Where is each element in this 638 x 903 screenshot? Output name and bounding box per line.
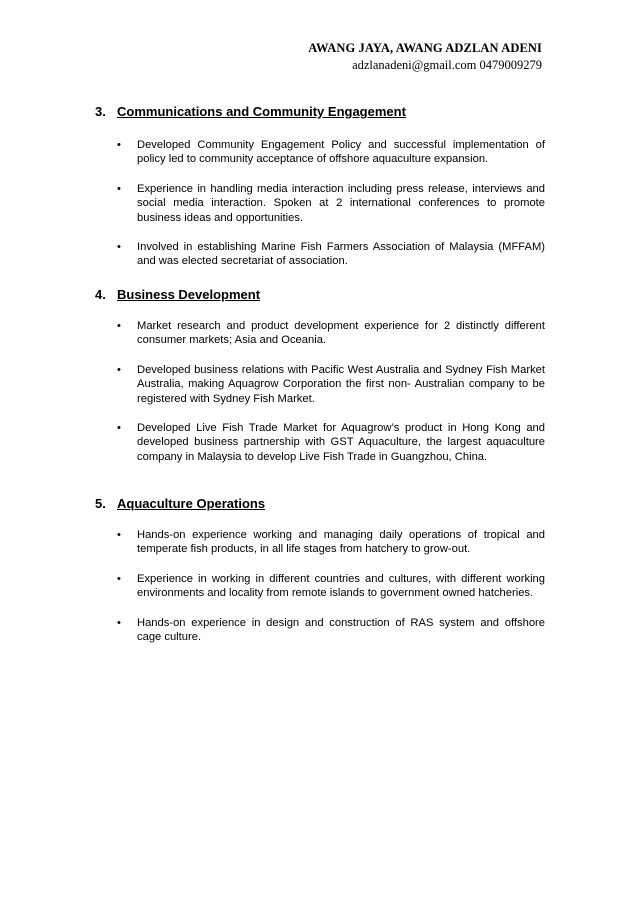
list-item-text: Developed business relations with Pacific West Australia and Sydney Fish Market Australia, making Aquagrow Corporation the first non- Australian company to be registered with Sydney Fish Market. xyxy=(137,363,545,405)
bullet-icon: • xyxy=(117,320,121,332)
bullet-icon: • xyxy=(117,529,121,541)
bullet-list xyxy=(95,319,545,464)
list-item xyxy=(95,182,545,225)
section-heading xyxy=(95,287,545,303)
page-header xyxy=(308,40,542,74)
section-aquaculture-operations xyxy=(95,496,545,644)
section-title: Communications and Community Engagement xyxy=(117,104,406,119)
list-item-text: Hands-on experience working and managing daily operations of tropical and temperate fish products, in all life stages from hatchery to grow-out. xyxy=(137,529,545,556)
bullet-icon: • xyxy=(117,139,121,151)
bullet-icon: • xyxy=(117,182,121,195)
list-item-text: Involved in establishing Marine Fish Farmers Association of Malaysia (MFFAM) and was elected secretariat of association. xyxy=(137,241,545,268)
list-item xyxy=(95,363,545,406)
list-item-text: Developed Community Engagement Policy and successful implementation of policy led to community acceptance of offshore aquaculture expansion. xyxy=(137,139,545,166)
section-number: 4. xyxy=(95,287,106,302)
list-item xyxy=(95,528,545,557)
bullet-icon: • xyxy=(117,572,121,585)
section-heading xyxy=(95,496,545,512)
list-item-text: Market research and product development experience for 2 distinctly different consumer markets; Asia and Oceania. xyxy=(137,320,545,347)
bullet-list xyxy=(95,528,545,644)
author-contact: adzlanadeni@gmail.com 0479009279 xyxy=(352,58,542,72)
list-item-text: Experience in handling media interaction including press release, interviews and social media interaction. Spoken at 2 international conferences to promote business ideas and opportunities. xyxy=(137,182,545,224)
section-title: Business Development xyxy=(117,287,261,302)
list-item xyxy=(95,319,545,348)
section-title: Aquaculture Operations xyxy=(117,496,266,511)
bullet-icon: • xyxy=(117,363,121,376)
section-number: 5. xyxy=(95,496,106,511)
bullet-icon: • xyxy=(117,422,121,435)
list-item xyxy=(95,572,545,601)
section-business-development xyxy=(95,287,545,464)
bullet-icon: • xyxy=(117,616,121,629)
list-item-text: Developed Live Fish Trade Market for Aquagrow’s product in Hong Kong and developed business partnership with GST Aquaculture, the largest aquaculture company in Malaysia to develop Live Fish Trade in Guangzhou, China. xyxy=(137,422,545,463)
author-name: AWANG JAYA, AWANG ADZLAN ADENI xyxy=(308,41,542,55)
bullet-icon: • xyxy=(117,241,121,254)
list-item-text: Experience in working in different countries and cultures, with different working environments and locality from remote islands to government owned hatcheries. xyxy=(137,572,545,600)
section-communications xyxy=(95,104,545,269)
list-item xyxy=(95,138,545,167)
list-item xyxy=(95,421,545,464)
section-number: 3. xyxy=(95,104,106,119)
list-item xyxy=(95,616,545,645)
section-heading xyxy=(95,104,545,120)
list-item xyxy=(95,240,545,269)
bullet-list xyxy=(95,138,545,269)
list-item-text: Hands-on experience in design and construction of RAS system and offshore cage culture. xyxy=(137,616,545,644)
